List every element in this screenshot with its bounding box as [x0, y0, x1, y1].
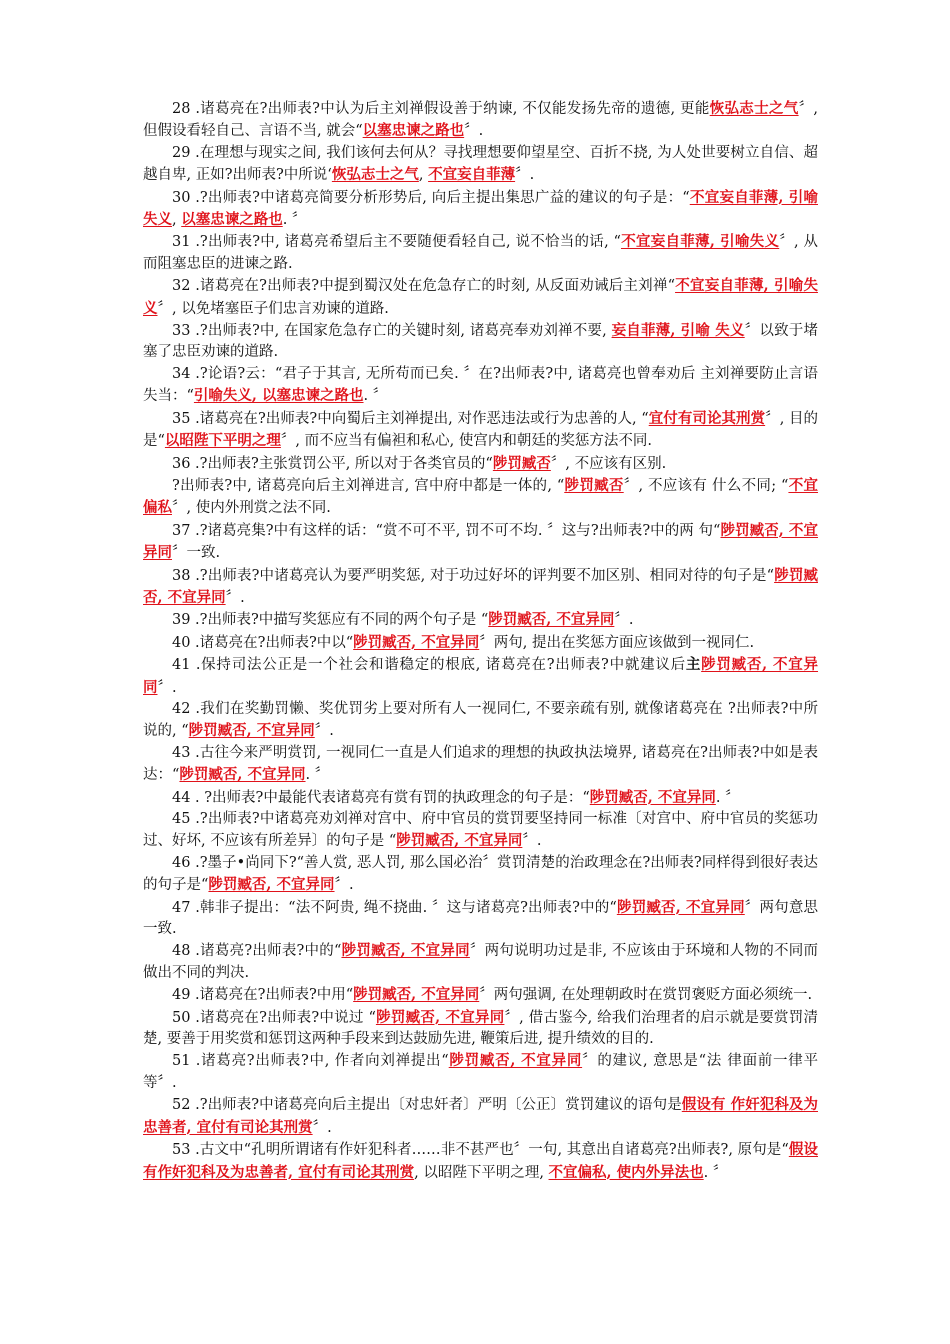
- question-text: 〞, 而不应当有偏袒和私心, 使宫内和朝廷的奖惩方法不同.: [280, 433, 652, 450]
- question-text: 〞两句强调, 在处理朝政时在赏罚褒贬方面必须统一.: [479, 987, 813, 1004]
- question-text: 〞两句, 提出在奖惩方面应该做到一视同仁.: [479, 634, 755, 651]
- question-text: 28 .诸葛亮在?出师表?中认为后主刘禅假设善于纳谏, 不仅能发扬先帝的遗德, 更能: [172, 101, 710, 117]
- question-51: [143, 1050, 818, 1094]
- question-text: 〞.: [515, 167, 535, 184]
- answer-text: 不宜妄自菲薄: [428, 166, 516, 184]
- answer-text: 假设有作奸犯科及为忠善者, 宜付有司论其刑赏: [143, 1141, 818, 1181]
- question-text: 53 .古文中“孔明所谓诸有作奸犯科者……非不甚严也〞一句, 其意出自诸葛亮?出师表?, 原句是“: [172, 1142, 789, 1159]
- question-text: 34 .?论语?云：“君子于其言, 无所苟而已矣. 〞在?出师表?中, 诸葛亮也曾奉劝后 主刘禅要防止言语失当：“: [143, 365, 818, 405]
- question-text: 41 .保持司法公正是一个社会和谐稳定的根底, 诸葛亮在?出师表?中就建议后: [172, 657, 686, 674]
- question-48: [143, 940, 818, 984]
- question-46: [143, 853, 818, 897]
- question-text: 〞的建议, 意思是“法 律面前一律平等〞.: [143, 1053, 818, 1091]
- question-43: [143, 743, 818, 787]
- question-text: 〞, 以免堵塞臣子们忠言劝谏的道路.: [157, 300, 389, 317]
- answer-text: 陟罚臧否, 不宜异同: [448, 1052, 583, 1070]
- question-text: ,: [172, 212, 182, 229]
- question-text: 35 .诸葛亮在?出师表?中向蜀后主刘禅提出, 对作恶违法或行为忠善的人, “: [172, 410, 649, 427]
- question-text: 〞, 不应该有 什么不同; “: [623, 477, 789, 494]
- question-text: 31 .?出师表?中, 诸葛亮希望后主不要随便看轻自己, 说不恰当的话, “: [172, 234, 621, 251]
- question-text: ,: [418, 167, 429, 184]
- question-30: [143, 187, 818, 232]
- answer-text: 陟罚臧否, 不宜异同: [341, 942, 470, 960]
- question-text: 〞, 使内外刑赏之法不同.: [172, 500, 331, 517]
- answer-text: 不宜妄自菲薄, 引喻失义: [143, 188, 818, 229]
- question-50: [143, 1007, 818, 1051]
- question-text: 〞.: [225, 589, 245, 606]
- answer-text: 陟罚臧否, 不宜异同: [179, 766, 306, 784]
- question-text: 〞.: [464, 123, 484, 140]
- question-text: 29 .在理想与现实之间, 我们该何去何从？寻找理想要仰望星空、百折不挠, 为人处世要树立自信、超越自卑, 正如?出师表?中所说‘: [143, 144, 818, 184]
- question-text: 33 .?出师表?中, 在国家危急存亡的关键时刻, 诸葛亮奉劝刘禅不要,: [172, 323, 612, 340]
- question-text: 〞, 从而阻塞忠臣的进谏之路.: [143, 234, 818, 272]
- question-42: [143, 699, 818, 743]
- answer-text: 陟罚臧否, 不宜异同: [188, 722, 315, 740]
- question-text: 〞.: [314, 723, 334, 740]
- question-47: [143, 897, 818, 941]
- question-text: 〞以致于堵塞了忠臣劝谏的道路.: [143, 323, 819, 361]
- question-41: [143, 654, 818, 699]
- question-text: 39 .?出师表?中描写奖惩应有不同的两个句子是 “: [172, 612, 489, 629]
- question-text: . 〞: [305, 767, 330, 784]
- question-text: ?出师表?中, 诸葛亮向后主刘禅进言, 宫中府中都是一体的, “: [172, 477, 565, 494]
- question-text: . 〞: [282, 212, 307, 229]
- question-33: [143, 320, 818, 364]
- question-text: 49 .诸葛亮在?出师表?中用“: [172, 987, 354, 1004]
- question-text: . 〞: [715, 789, 740, 806]
- question-34: [143, 364, 818, 408]
- answer-text: 陟罚臧否, 不宜异同: [375, 1008, 505, 1026]
- answer-text: 不宜偏私: [143, 476, 819, 517]
- question-text: 46 .?墨子•尚同下?“善人赏, 恶人罚, 那么国必治〞赏罚清楚的治政理念在?出师表?同样得到很好表达的句子是“: [143, 854, 818, 894]
- question-text: 〞, 目的是“: [143, 410, 819, 450]
- question-38: [143, 565, 818, 610]
- answer-text: 陟罚臧否: [564, 476, 624, 494]
- question-28: [143, 98, 818, 143]
- question-text: 42 .我们在奖勤罚懒、奖优罚劣上要对所有人一视同仁, 不要亲疏有别, 就像诸葛亮在 ?出师表?中所说的, “: [143, 700, 818, 740]
- question-44: [143, 787, 818, 809]
- question-text: 〞, 但假设看轻自己、言语不当, 就会“: [143, 101, 819, 140]
- question-text: 36 .?出师表?主张赏罚公平, 所以对于各类官员的“: [172, 455, 493, 472]
- question-text: . 〞: [703, 1164, 728, 1181]
- question-text: , 以昭陛下平明之理,: [414, 1164, 549, 1181]
- question-53: [143, 1139, 818, 1184]
- question-text: 38 .?出师表?中诸葛亮认为要严明奖惩, 对于功过好坏的评判要不加区别、相同对待的句子是“: [172, 567, 775, 584]
- question-text: 〞.: [614, 612, 634, 629]
- answer-text: 以塞忠谏之路也: [362, 122, 465, 140]
- question-36b: [143, 475, 818, 520]
- question-31: [143, 231, 818, 275]
- answer-text: 陟罚臧否, 不宜异同: [143, 521, 818, 562]
- answer-text: 引喻失义, 以塞忠谏之路也: [193, 387, 364, 405]
- question-text: 〞两句说明功过是非, 不应该由于环境和人物的不同而做出不同的判决.: [143, 943, 818, 981]
- answer-text: 陟罚臧否, 不宜异同: [396, 832, 523, 850]
- answer-text: 以塞忠谏之路也: [181, 211, 283, 229]
- answer-text: 恢弘志士之气: [709, 100, 799, 117]
- document-body: [143, 98, 818, 1184]
- answer-text: 不宜妄自菲薄, 引喻失义: [143, 277, 818, 317]
- answer-text: 陟罚臧否, 不宜异同: [353, 986, 480, 1004]
- bold-text: 主: [685, 656, 702, 674]
- answer-text: 不宜偏私, 使内外异法也: [548, 1163, 704, 1181]
- question-text: 32 .诸葛亮在?出师表?中提到蜀汉处在危急存亡的时刻, 从反面劝诫后主刘禅“: [172, 278, 676, 295]
- question-text: 〞两句意思一致.: [143, 899, 818, 938]
- answer-text: 陟罚臧否, 不宜异同: [143, 566, 818, 606]
- question-29: [143, 143, 818, 187]
- question-52: [143, 1094, 818, 1139]
- question-text: 45 .?出师表?中诸葛亮劝刘禅对宫中、府中官员的赏罚要坚持同一标准〔对宫中、府中官员的奖惩功过、好坏, 不应该有所差异〕的句子是 “: [143, 811, 818, 850]
- answer-text: 不宜妄自菲薄, 引喻失义: [620, 233, 780, 251]
- answer-text: 恢弘志士之气: [331, 166, 419, 184]
- question-35: [143, 408, 818, 453]
- question-text: 〞.: [522, 833, 542, 850]
- question-text: 〞.: [312, 1119, 332, 1136]
- question-40: [143, 632, 818, 654]
- answer-text: 陟罚臧否, 不宜异同: [616, 898, 745, 916]
- question-36: [143, 453, 818, 475]
- answer-text: 以昭陛下平明之理: [164, 432, 281, 450]
- question-text: 51 .诸葛亮?出师表?中, 作者向刘禅提出“: [172, 1053, 449, 1070]
- question-text: 〞, 借古鉴今, 给我们治理者的启示就是要赏罚清楚, 要善于用奖赏和惩罚这两种手段来到达鼓励先进, 鞭策后进, 提升绩效的目的.: [143, 1009, 818, 1048]
- question-text: 30 .?出师表?中诸葛亮简要分析形势后, 向后主提出集思广益的建议的句子是：“: [172, 189, 690, 206]
- answer-text: 陟罚臧否, 不宜异同: [488, 611, 615, 629]
- question-32: [143, 275, 818, 320]
- question-text: 〞, 不应该有区别.: [550, 455, 667, 472]
- answer-text: 陟罚臧否, 不宜异同: [208, 876, 335, 894]
- answer-text: 陟罚臧否: [492, 454, 551, 472]
- question-45: [143, 809, 818, 853]
- question-text: 〞一致.: [172, 545, 221, 562]
- question-text: 43 .古往今来严明赏罚, 一视同仁一直是人们追求的理想的执政执法境界, 诸葛亮在?出师表?中如是表达：“: [143, 744, 818, 784]
- question-39: [143, 609, 818, 631]
- question-text: 40 .诸葛亮在?出师表?中以“: [172, 634, 354, 651]
- answer-text: 陟罚臧否, 不宜异同: [589, 788, 716, 806]
- question-text: 37 .?诸葛亮集?中有这样的话：“赏不可不平, 罚不可不均. 〞这与?出师表?中的两 句“: [172, 522, 721, 539]
- question-text: 47 .韩非子提出：“法不阿贵, 绳不挠曲. 〞这与诸葛亮?出师表?中的“: [172, 899, 617, 916]
- question-49: [143, 984, 818, 1006]
- question-text: . 〞: [363, 388, 388, 405]
- question-37: [143, 520, 818, 565]
- question-text: 50 .诸葛亮在?出师表?中说过 “: [172, 1009, 376, 1026]
- question-text: 〞.: [157, 679, 177, 696]
- answer-text: 陟罚臧否, 不宜异同: [143, 656, 819, 696]
- answer-text: 宜付有司论其刑赏: [648, 409, 766, 427]
- answer-text: 陟罚臧否, 不宜异同: [353, 633, 480, 651]
- question-text: 48 .诸葛亮?出师表?中的“: [172, 943, 342, 960]
- question-text: 44 . ?出师表?中最能代表诸葛亮有赏有罚的执政理念的句子是：“: [172, 789, 590, 806]
- answer-text: 假设有 作奸犯科及为忠善者, 宜付有司论其刑赏: [143, 1096, 818, 1136]
- question-text: 52 .?出师表?中诸葛亮向后主提出〔对忠奸者〕严明〔公正〕赏罚建议的语句是: [172, 1097, 682, 1114]
- question-text: 〞.: [334, 877, 354, 894]
- answer-text: 妄自菲薄, 引喻 失义: [611, 322, 745, 340]
